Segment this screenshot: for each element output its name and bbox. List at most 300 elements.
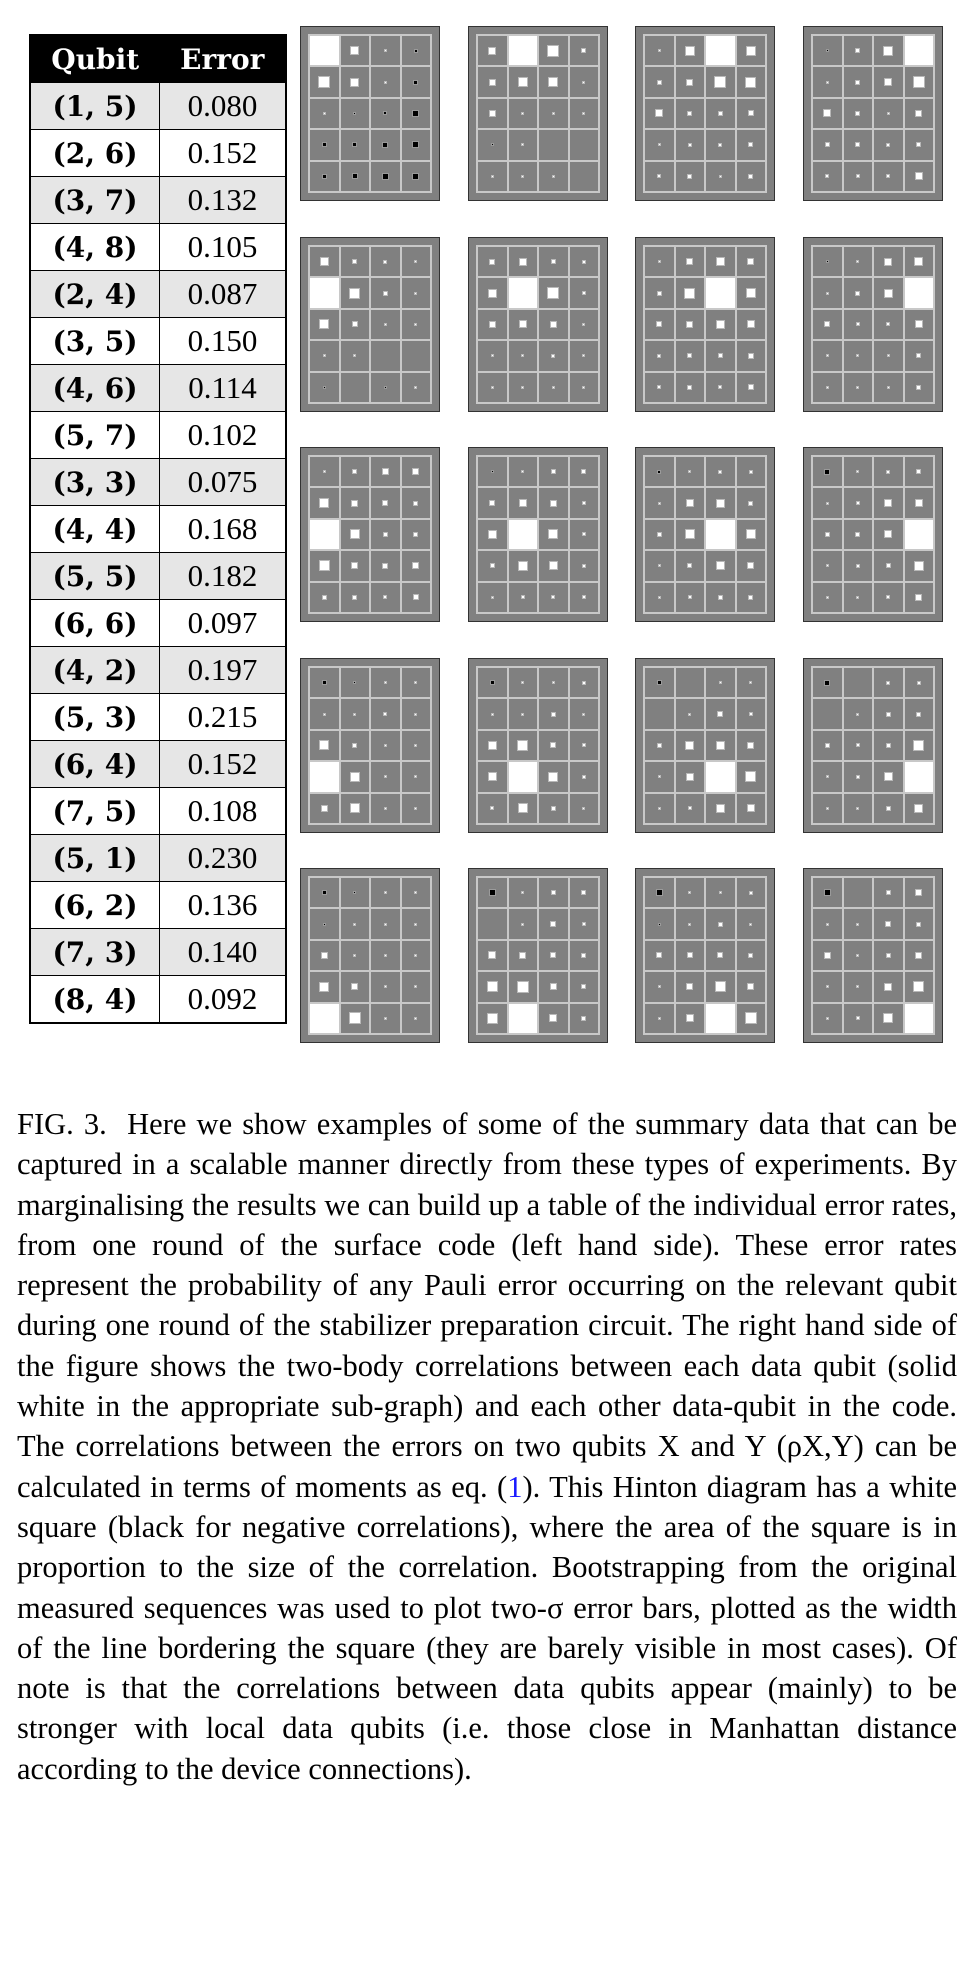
positive-correlation-square: [884, 772, 893, 781]
hinton-cell-self: [904, 519, 935, 550]
negative-correlation-square: [322, 680, 327, 685]
positive-correlation-square: [582, 323, 585, 326]
hinton-cell: [508, 940, 539, 971]
hinton-panel: [300, 868, 440, 1043]
positive-correlation-square: [488, 530, 497, 539]
negative-correlation-square: [322, 142, 327, 147]
positive-correlation-square: [384, 923, 387, 926]
positive-correlation-square: [718, 470, 722, 474]
positive-correlation-square: [489, 110, 496, 117]
positive-correlation-square: [856, 713, 859, 716]
hinton-cell: [705, 372, 736, 403]
positive-correlation-square: [582, 354, 585, 357]
qubit-cell: (2, 4): [30, 271, 160, 318]
positive-correlation-square: [915, 320, 923, 328]
positive-correlation-square: [747, 320, 755, 328]
positive-correlation-square: [551, 806, 556, 811]
hinton-cell: [873, 309, 904, 340]
hinton-cell: [812, 309, 843, 340]
positive-correlation-square: [384, 323, 387, 326]
positive-correlation-square: [886, 712, 891, 717]
positive-correlation-square: [414, 292, 417, 295]
error-cell: 0.102: [160, 412, 287, 459]
positive-correlation-square: [319, 498, 329, 508]
positive-correlation-square: [747, 983, 754, 990]
hinton-cell: [309, 246, 340, 277]
positive-correlation-square: [749, 681, 752, 684]
positive-correlation-square: [382, 500, 388, 506]
hinton-cell: [477, 1003, 508, 1034]
hinton-cell: [705, 730, 736, 761]
hinton-grid: [811, 666, 935, 825]
negative-correlation-square: [824, 680, 830, 686]
error-cell: 0.197: [160, 647, 287, 694]
hinton-cell: [370, 372, 401, 403]
positive-correlation-square: [745, 771, 756, 782]
positive-correlation-square: [717, 711, 723, 717]
positive-correlation-square: [719, 175, 722, 178]
positive-correlation-square: [353, 354, 356, 357]
positive-correlation-square: [685, 46, 695, 56]
hinton-cell: [538, 456, 569, 487]
positive-correlation-square: [382, 468, 389, 475]
positive-correlation-square: [826, 81, 829, 84]
hinton-cell: [873, 487, 904, 518]
hinton-cell: [843, 309, 874, 340]
hinton-cell: [401, 246, 432, 277]
hinton-cell: [736, 971, 767, 1002]
hinton-cell: [736, 129, 767, 160]
hinton-cell: [904, 129, 935, 160]
hinton-cell: [644, 550, 675, 581]
qubit-cell: (4, 4): [30, 506, 160, 553]
negative-correlation-square: [353, 681, 356, 684]
positive-correlation-square: [383, 595, 387, 599]
positive-correlation-square: [323, 470, 326, 473]
hinton-cell: [675, 246, 706, 277]
hinton-cell: [843, 761, 874, 792]
positive-correlation-square: [491, 596, 494, 599]
hinton-cell: [675, 35, 706, 66]
positive-correlation-square: [915, 499, 923, 507]
hinton-cell: [508, 246, 539, 277]
hinton-cell: [370, 582, 401, 613]
positive-correlation-square: [491, 175, 494, 178]
hinton-cell: [340, 971, 371, 1002]
hinton-cell: [705, 908, 736, 939]
positive-correlation-square: [413, 501, 418, 506]
hinton-cell: [370, 730, 401, 761]
hinton-cell: [370, 340, 401, 371]
hinton-cell: [569, 372, 600, 403]
hinton-cell: [340, 519, 371, 550]
caption-text-1: Here we show examples of some of the summary data that can be captured in a scalable manner directly from these types of experiments. By marginalising the results we can build up a table of the individual error rates, from one round of the surface code (left hand side). These error rates represent the probability of any Pauli error occurring on the relevant qubit during one round of the stabilizer preparation circuit. The right hand side of the figure shows the two-body correlations between each data qubit (solid white in the appropriate sub-graph) and each other data-qubit in the code. The correlations between the errors on two qubits X and Y (ρX,Y) can be calculated in terms of moments as eq. (: [17, 1107, 957, 1504]
hinton-cell: [736, 66, 767, 97]
hinton-cell: [401, 877, 432, 908]
positive-correlation-square: [916, 922, 921, 927]
positive-correlation-square: [748, 595, 753, 600]
hinton-cell: [477, 550, 508, 581]
positive-correlation-square: [656, 952, 662, 958]
hinton-cell: [736, 456, 767, 487]
hinton-cell: [644, 246, 675, 277]
positive-correlation-square: [551, 354, 555, 358]
positive-correlation-square: [855, 80, 860, 85]
negative-correlation-square: [323, 923, 326, 926]
positive-correlation-square: [886, 470, 890, 474]
hinton-cell-self: [705, 761, 736, 792]
error-cell: 0.168: [160, 506, 287, 553]
hinton-cell: [538, 940, 569, 971]
hinton-cell: [644, 730, 675, 761]
hinton-panel: [803, 658, 943, 833]
hinton-cell: [843, 940, 874, 971]
qubit-cell: (7, 5): [30, 788, 160, 835]
hinton-cell: [538, 98, 569, 129]
equation-reference-link[interactable]: 1: [507, 1469, 523, 1504]
hinton-cell: [508, 161, 539, 192]
hinton-cell: [705, 98, 736, 129]
hinton-cell: [508, 487, 539, 518]
table-row: [30, 788, 286, 835]
positive-correlation-square: [351, 500, 358, 507]
positive-correlation-square: [414, 713, 417, 716]
positive-correlation-square: [886, 563, 891, 568]
hinton-cell: [569, 908, 600, 939]
hinton-cell: [477, 582, 508, 613]
hinton-cell: [675, 277, 706, 308]
positive-correlation-square: [384, 954, 387, 957]
error-cell: 0.080: [160, 83, 287, 130]
hinton-cell: [340, 667, 371, 698]
positive-correlation-square: [748, 174, 753, 179]
hinton-cell-self: [705, 1003, 736, 1034]
hinton-cell: [644, 877, 675, 908]
table-row: [30, 459, 286, 506]
positive-correlation-square: [658, 143, 661, 146]
hinton-cell: [843, 35, 874, 66]
positive-correlation-square: [915, 594, 922, 601]
positive-correlation-square: [657, 174, 661, 178]
table-row: [30, 741, 286, 788]
positive-correlation-square: [414, 807, 417, 810]
positive-correlation-square: [748, 501, 753, 506]
header-error: Error: [160, 35, 287, 83]
hinton-cell: [309, 550, 340, 581]
positive-correlation-square: [884, 78, 892, 86]
hinton-cell: [538, 550, 569, 581]
hinton-cell: [812, 340, 843, 371]
positive-correlation-square: [552, 175, 555, 178]
positive-correlation-square: [352, 259, 357, 264]
positive-correlation-square: [517, 981, 529, 993]
hinton-cell: [340, 35, 371, 66]
hinton-cell: [736, 340, 767, 371]
hinton-cell: [873, 35, 904, 66]
positive-correlation-square: [658, 1017, 661, 1020]
hinton-cell: [340, 698, 371, 729]
negative-correlation-square: [491, 470, 494, 473]
negative-correlation-square: [656, 889, 663, 896]
negative-correlation-square: [491, 143, 494, 146]
positive-correlation-square: [885, 921, 891, 927]
positive-correlation-square: [383, 291, 388, 296]
positive-correlation-square: [582, 386, 585, 389]
hinton-cell: [538, 277, 569, 308]
hinton-cell: [904, 487, 935, 518]
hinton-cell: [477, 877, 508, 908]
positive-correlation-square: [718, 385, 722, 389]
positive-correlation-square: [582, 807, 585, 810]
hinton-cell: [812, 550, 843, 581]
positive-correlation-square: [413, 594, 419, 600]
hinton-cell: [812, 730, 843, 761]
hinton-cell: [736, 246, 767, 277]
hinton-cell: [538, 1003, 569, 1034]
hinton-cell: [340, 582, 371, 613]
hinton-cell: [401, 761, 432, 792]
hinton-cell: [309, 309, 340, 340]
hinton-cell: [538, 730, 569, 761]
hinton-cell: [538, 877, 569, 908]
positive-correlation-square: [718, 595, 723, 600]
hinton-cell: [538, 908, 569, 939]
hinton-cell: [812, 793, 843, 824]
hinton-grid: [811, 245, 935, 404]
positive-correlation-square: [916, 353, 921, 358]
qubit-cell: (8, 4): [30, 976, 160, 1024]
positive-correlation-square: [353, 713, 356, 716]
hinton-cell: [569, 161, 600, 192]
hinton-cell: [538, 971, 569, 1002]
hinton-cell: [401, 908, 432, 939]
hinton-cell: [508, 550, 539, 581]
hinton-cell: [569, 456, 600, 487]
positive-correlation-square: [491, 713, 494, 716]
hinton-cell: [370, 129, 401, 160]
hinton-cell: [340, 793, 371, 824]
positive-correlation-square: [658, 502, 661, 505]
positive-correlation-square: [487, 1013, 498, 1024]
positive-correlation-square: [686, 79, 693, 86]
positive-correlation-square: [384, 891, 387, 894]
hinton-cell: [401, 372, 432, 403]
positive-correlation-square: [916, 469, 921, 474]
hinton-cell: [309, 793, 340, 824]
positive-correlation-square: [914, 257, 923, 266]
hinton-cell: [736, 550, 767, 581]
qubit-cell: (6, 2): [30, 882, 160, 929]
hinton-cell: [477, 698, 508, 729]
hinton-cell: [569, 730, 600, 761]
hinton-cell: [538, 66, 569, 97]
table-row: [30, 929, 286, 976]
hinton-cell: [812, 667, 843, 698]
hinton-cell: [370, 1003, 401, 1034]
hinton-cell: [508, 877, 539, 908]
hinton-grid: [811, 455, 935, 614]
hinton-cell: [477, 98, 508, 129]
positive-correlation-square: [518, 77, 528, 87]
error-cell: 0.097: [160, 600, 287, 647]
positive-correlation-square: [914, 804, 923, 813]
hinton-cell: [812, 877, 843, 908]
positive-correlation-square: [351, 562, 358, 569]
positive-correlation-square: [747, 742, 754, 749]
positive-correlation-square: [321, 952, 328, 959]
table-row: [30, 83, 286, 130]
hinton-cell: [477, 908, 508, 939]
positive-correlation-square: [826, 596, 829, 599]
hinton-panel: [468, 868, 608, 1043]
negative-correlation-square: [323, 386, 326, 389]
hinton-cell: [736, 761, 767, 792]
positive-correlation-square: [488, 741, 497, 750]
positive-correlation-square: [582, 743, 586, 747]
hinton-cell: [538, 340, 569, 371]
error-cell: 0.108: [160, 788, 287, 835]
hinton-cell: [477, 309, 508, 340]
hinton-cell: [705, 66, 736, 97]
positive-correlation-square: [746, 529, 756, 539]
hinton-cell: [812, 1003, 843, 1034]
positive-correlation-square: [323, 112, 326, 115]
hinton-cell: [736, 940, 767, 971]
positive-correlation-square: [687, 174, 692, 179]
hinton-cell: [904, 877, 935, 908]
positive-correlation-square: [657, 532, 662, 537]
hinton-cell: [873, 98, 904, 129]
positive-correlation-square: [582, 81, 585, 84]
positive-correlation-square: [384, 775, 387, 778]
hinton-cell: [843, 277, 874, 308]
header-qubit: Qubit: [30, 35, 160, 83]
hinton-cell: [812, 372, 843, 403]
negative-correlation-square: [824, 889, 831, 896]
hinton-cell: [477, 246, 508, 277]
positive-correlation-square: [414, 954, 417, 957]
positive-correlation-square: [551, 712, 556, 717]
positive-correlation-square: [913, 740, 924, 751]
hinton-cell: [812, 246, 843, 277]
positive-correlation-square: [856, 470, 859, 473]
hinton-cell: [340, 66, 371, 97]
positive-correlation-square: [384, 807, 387, 810]
hinton-cell: [370, 908, 401, 939]
hinton-cell: [843, 246, 874, 277]
hinton-cell: [705, 698, 736, 729]
positive-correlation-square: [856, 386, 859, 389]
hinton-cell: [401, 487, 432, 518]
positive-correlation-square: [719, 891, 722, 894]
positive-correlation-square: [383, 532, 388, 537]
hinton-cell: [873, 277, 904, 308]
positive-correlation-square: [886, 953, 891, 958]
hinton-cell: [401, 340, 432, 371]
positive-correlation-square: [319, 319, 329, 329]
positive-correlation-square: [550, 321, 557, 328]
positive-correlation-square: [581, 953, 586, 958]
hinton-cell: [309, 161, 340, 192]
hinton-cell: [370, 66, 401, 97]
caption-text-2: ). This Hinton diagram has a white square (black for negative correlations), where the area of the square is in proportion to the size of the correlation. Bootstrapping from the original measured sequences was used to plot two-σ error bars, plotted as the width of the line bordering the square (they are barely visible in most cases). Of note is that the correlations between data qubits appear (mainly) to be stronger with local data qubits (i.e. those close in Manhattan distance according to the device connections).: [17, 1469, 957, 1786]
positive-correlation-square: [748, 142, 753, 147]
hinton-panel: [300, 237, 440, 412]
hinton-cell: [401, 277, 432, 308]
hinton-cell: [401, 35, 432, 66]
hinton-cell: [401, 940, 432, 971]
hinton-cell: [569, 66, 600, 97]
hinton-cell: [904, 66, 935, 97]
qubit-cell: (6, 6): [30, 600, 160, 647]
hinton-cell: [508, 698, 539, 729]
hinton-cell: [873, 667, 904, 698]
hinton-cell: [309, 908, 340, 939]
error-cell: 0.092: [160, 976, 287, 1024]
hinton-cell: [705, 667, 736, 698]
positive-correlation-square: [318, 76, 330, 88]
hinton-cell: [538, 35, 569, 66]
negative-correlation-square: [353, 891, 356, 894]
positive-correlation-square: [352, 321, 358, 327]
hinton-cell-self: [705, 35, 736, 66]
negative-correlation-square: [826, 260, 829, 263]
hinton-panel: [300, 658, 440, 833]
positive-correlation-square: [687, 353, 692, 358]
positive-correlation-square: [521, 923, 524, 926]
hinton-cell: [477, 66, 508, 97]
hinton-cell: [340, 98, 371, 129]
negative-correlation-square: [382, 173, 389, 180]
hinton-cell: [401, 667, 432, 698]
hinton-cell: [904, 340, 935, 371]
negative-correlation-square: [322, 174, 327, 179]
hinton-cell: [309, 487, 340, 518]
hinton-cell: [644, 1003, 675, 1034]
hinton-grid: [308, 876, 432, 1035]
hinton-cell: [736, 698, 767, 729]
hinton-cell: [675, 877, 706, 908]
hinton-cell: [401, 129, 432, 160]
positive-correlation-square: [414, 1017, 417, 1020]
hinton-cell: [401, 582, 432, 613]
hinton-cell: [538, 667, 569, 698]
positive-correlation-square: [413, 532, 418, 537]
hinton-cell: [340, 940, 371, 971]
positive-correlation-square: [547, 287, 559, 299]
hinton-grid: [308, 245, 432, 404]
hinton-cell: [538, 246, 569, 277]
positive-correlation-square: [825, 142, 830, 147]
hinton-cell: [736, 35, 767, 66]
hinton-cell: [736, 372, 767, 403]
positive-correlation-square: [489, 259, 495, 265]
positive-correlation-square: [688, 143, 692, 147]
qubit-cell: (3, 7): [30, 177, 160, 224]
positive-correlation-square: [749, 470, 753, 474]
hinton-cell: [538, 487, 569, 518]
hinton-cell: [569, 277, 600, 308]
hinton-cell: [340, 550, 371, 581]
hinton-cell: [569, 667, 600, 698]
hinton-cell: [736, 277, 767, 308]
positive-correlation-square: [716, 741, 725, 750]
hinton-cell: [873, 456, 904, 487]
hinton-cell: [401, 98, 432, 129]
positive-correlation-square: [718, 111, 723, 116]
hinton-cell: [340, 246, 371, 277]
table-row: [30, 224, 286, 271]
